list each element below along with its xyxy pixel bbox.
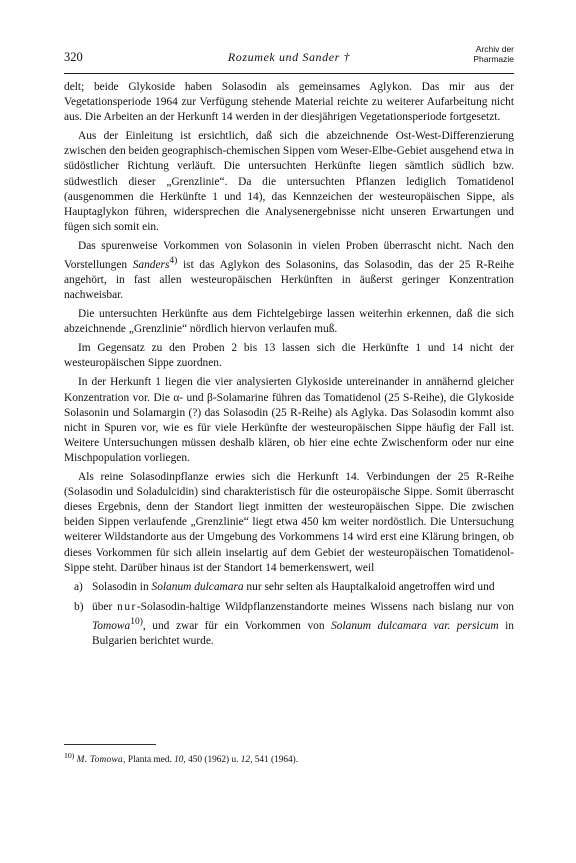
list-b-text-2: -Solasodin-haltige Wildpflanzenstandorte meines Wissens nach bislang nur von	[136, 600, 514, 613]
page-header	[64, 44, 514, 70]
author-tomowa: Tomowa	[92, 619, 131, 632]
running-title: Rozumek und Sander †	[227, 50, 351, 64]
list-b-text-1: über	[92, 600, 118, 613]
list-item-a	[64, 580, 514, 595]
list-b-text-4: in Bulgarien berichtet wurde.	[92, 619, 514, 647]
list-a-text-2: nur sehr selten als Hauptalkaloid angetroffen wird und	[243, 580, 495, 593]
journal-name-line2: Pharmazie	[473, 54, 514, 64]
page-number: 320	[64, 50, 83, 64]
journal-name-line1: Archiv der	[475, 44, 514, 54]
list-item-b	[64, 600, 514, 649]
reference-4: 4)	[169, 256, 178, 267]
paragraph-5: Im Gegensatz zu den Proben 2 bis 13 lassen sich die Herkünfte 1 und 14 nicht der westeuropäischen Sippe zuordnen.	[64, 342, 514, 370]
footnote-text-3: 541 (1964).	[252, 755, 299, 766]
author-sanders: Sanders	[132, 258, 170, 271]
list-a-text-1: Solasodin in	[92, 580, 152, 593]
footnote-ref: 10)	[64, 751, 75, 760]
footnote	[64, 750, 514, 766]
list-marker-b: b)	[74, 600, 84, 613]
footnote-rule	[64, 744, 156, 745]
footnote-volume-2: 12,	[240, 755, 253, 766]
paragraph-2: Aus der Einleitung ist ersichtlich, daß sich die abzeichnende Ost-West-Differenzierung zwischen den beiden geographisch-chemischen Sippen vom Weser-Elbe-Gebiet ausgehend etwa in südöstlicher Richtung verläuft. Die untersuchten Herkünfte liegen sämtlich südlich bzw. südwestlich dieser „Grenzlinie“. Da die untersuchten Pflanzen lediglich Tomatidenol (ausgenommen die Herkünfte 1 und 14), das Kennzeichen der westeuropäischen Sippe, als Hauptaglykon führen, widersprechen die Analysenergebnisse nicht unseren Erwartungen und fügen sich somit ein.	[64, 130, 515, 233]
footnote-author: M. Tomowa,	[76, 755, 126, 766]
paragraph-7: Als reine Solasodinpflanze erwies sich die Herkunft 14. Verbindungen der 25 R-Reihe (Solasodin und Soladulcidin) sind charakteristisch für die osteuropäische Sippe. Somit überrascht dieses Ergebnis, denn der Standort liegt inmitten der westeuropäischen Sippe. Die zwischen beiden Sippen verlaufende „Grenzlinie“ liegt etwa 450 km weiter nordöstlich. Die Untersuchung weiterer Wildstandorte aus der Umgebung des Vorkommens 14 wird erst eine Klärung bringen, ob dieses Vorkommen für sich allein inselartig auf dem Gebiet der westeuropäischen Tomatidenol-Sippe steht. Darüber hinaus ist der Standort 14 bemerkenswert, weil	[64, 471, 514, 574]
paragraph-3-text-b: ist das Aglykon des Solasonins, das Solasodin, das der 25 R-Reihe angehört, in fast allen westeuropäischen Herkünften in äußerst geringer Konzentration nachweisbar.	[64, 258, 515, 302]
header-rule	[64, 73, 514, 74]
list-b-spaced: nur	[117, 600, 137, 613]
paragraph-3	[64, 239, 514, 303]
body-text	[64, 80, 514, 654]
footnote-text-2: 450 (1962) u.	[185, 755, 241, 766]
paragraph-1: delt; beide Glykoside haben Solasodin als gemeinsames Aglykon. Das mir aus der Vegetationsperiode 1964 zur Verfügung stehende Material reichte zu weiterer Aufarbeitung nicht aus. Die Arbeiten an der Herkunft 14 werden in der diesjährigen Vegetationsperiode fortgesetzt.	[64, 81, 514, 124]
list-a-species: Solanum dulcamara	[151, 580, 244, 593]
reference-10: 10)	[130, 616, 143, 627]
paragraph-3-text-a: Das spurenweise Vorkommen von Solasonin in vielen Proben überrascht nicht. Nach den Vorstellungen	[64, 239, 514, 271]
reason-list	[64, 580, 514, 649]
footnote-volume-1: 10,	[174, 755, 186, 766]
journal-name	[473, 44, 514, 64]
list-marker-a: a)	[74, 580, 83, 593]
list-b-text-3: , und zwar für ein Vorkommen von	[142, 619, 332, 632]
list-b-species: Solanum dulcamara var. persicum	[331, 619, 499, 632]
paragraph-6: In der Herkunft 1 liegen die vier analysierten Glykoside untereinander in annähernd gleicher Konzentration vor. Die α- und β-Solamarine führen das Tomatidenol (25 S-Reihe), die Glykoside Solasonin und Solamargin (?) das Solasodin (25 R-Reihe) als Aglyka. Das Solasodin kommt also nicht in Spuren vor, wie es für viele Herkünfte der westeuropäischen Sippe häufig der Fall ist. Weitere Untersuchungen müssen deshalb klären, ob hier eine echte Zwischenform oder nur eine Mischpopulation vorliegen.	[64, 376, 514, 464]
footnote-text-1: Planta med.	[125, 755, 175, 766]
paragraph-4: Die untersuchten Herkünfte aus dem Fichtelgebirge lassen weiterhin erkennen, daß die sich abzeichnende „Grenzlinie“ nördlich hiervon verlaufen muß.	[64, 308, 514, 336]
